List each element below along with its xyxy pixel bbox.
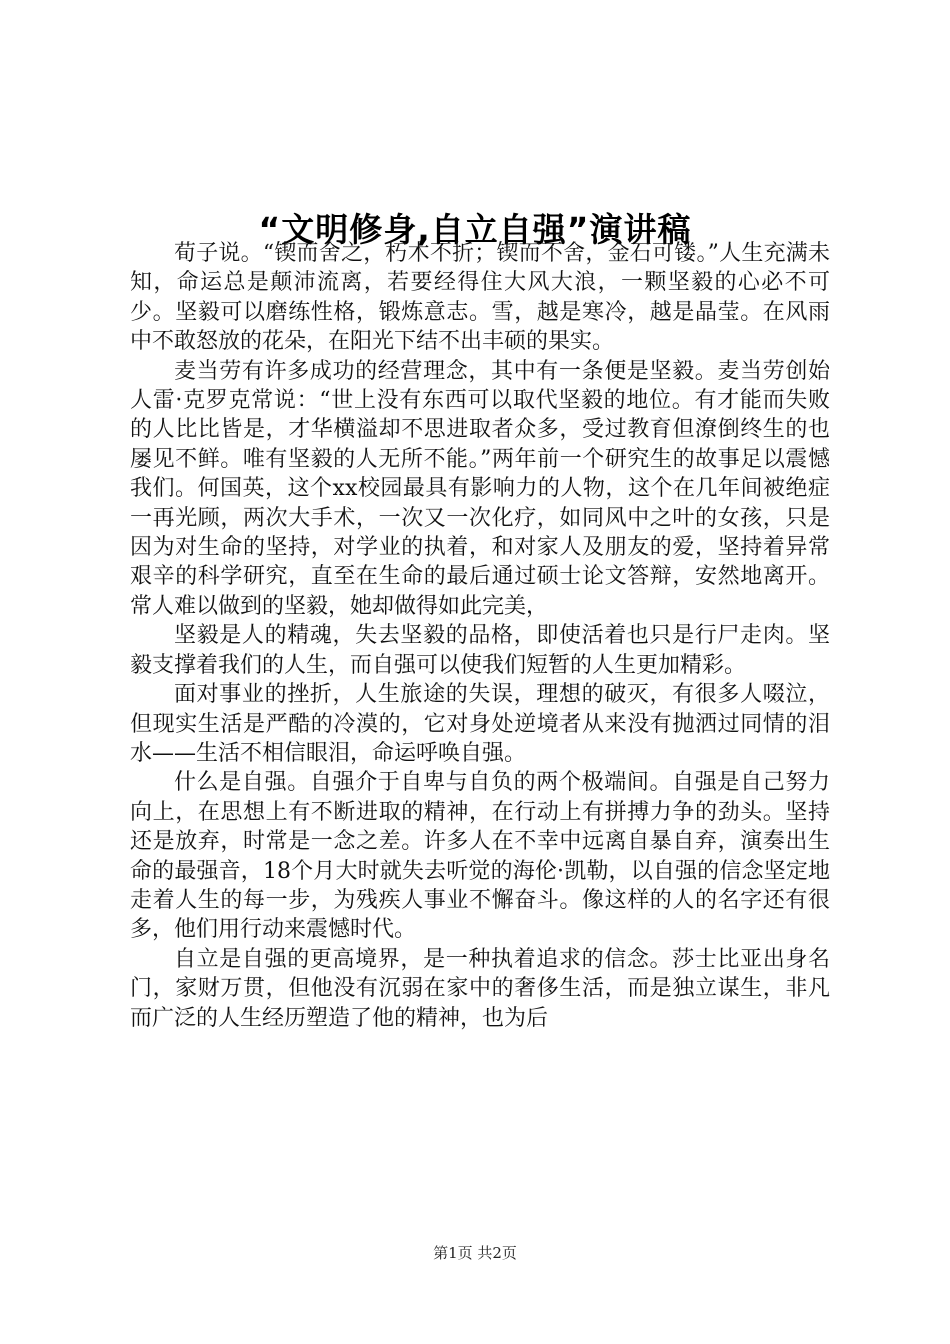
paragraph: 什么是自强。自强介于自卑与自负的两个极端间。自强是自己努力向上，在思想上有不断进取的精神，在行动上有拼搏力争的劲头。坚持还是放弃，时常是一念之差。许多人在不幸中远离自暴自弃，演奏出生命的最强音，18个月大时就失去听觉的海伦·凯勒，以自强的信念坚定地走着人生的每一步，为残疾人事业不懈奋斗。像这样的人的名字还有很多，他们用行动来震憾时代。: [130, 770, 830, 943]
paragraph: 荀子说。“锲而舍之，朽木不折；锲而不舍，金石可镂。”人生充满未知，命运总是颠沛流离，若要经得住大风大浪，一颗坚毅的心必不可少。坚毅可以磨练性格，锻炼意志。雪，越是寒冷，越是晶莹。在风雨中不敢怒放的花朵，在阳光下结不出丰硕的果实。: [130, 241, 830, 355]
paragraph: 自立是自强的更高境界，是一种执着追求的信念。莎士比亚出身名门，家财万贯，但他没有沉弱在家中的奢侈生活，而是独立谋生，非凡而广泛的人生经历塑造了他的精神，也为后: [130, 946, 830, 1031]
document-body: [130, 239, 830, 1033]
document-title: “文明修身,自立自强”演讲稿: [258, 210, 692, 250]
paragraph: 坚毅是人的精魂，失去坚毅的品格，即使活着也只是行尸走肉。坚毅支撑着我们的人生，而自强可以使我们短暂的人生更加精彩。: [130, 623, 830, 678]
paragraph: 麦当劳有许多成功的经营理念，其中有一条便是坚毅。麦当劳创始人雷·克罗克常说：“世上没有东西可以取代坚毅的地位。有才能而失败的人比比皆是，才华横溢却不思进取者众多，受过教育但潦倒终生的也屡见不鲜。唯有坚毅的人无所不能。”两年前一个研究生的故事足以震憾我们。何国英，这个xx校园最具有影响力的人物，这个在几年间被绝症一再光顾，两次大手术，一次又一次化疗，如同风中之叶的女孩，只是因为对生命的坚持，对学业的执着，和对家人及朋友的爱，坚持着异常艰辛的科学研究，直至在生命的最后通过硕士论文答辩，安然地离开。常人难以做到的坚毅，她却做得如此完美，: [130, 358, 830, 619]
page-number-footer: 第1页 共2页: [433, 1244, 517, 1262]
paragraph: 面对事业的挫折，人生旅途的失误，理想的破灭，有很多人啜泣，但现实生活是严酷的冷漠的，它对身处逆境者从来没有抛洒过同情的泪水——生活不相信眼泪，命运呼唤自强。: [130, 682, 830, 766]
